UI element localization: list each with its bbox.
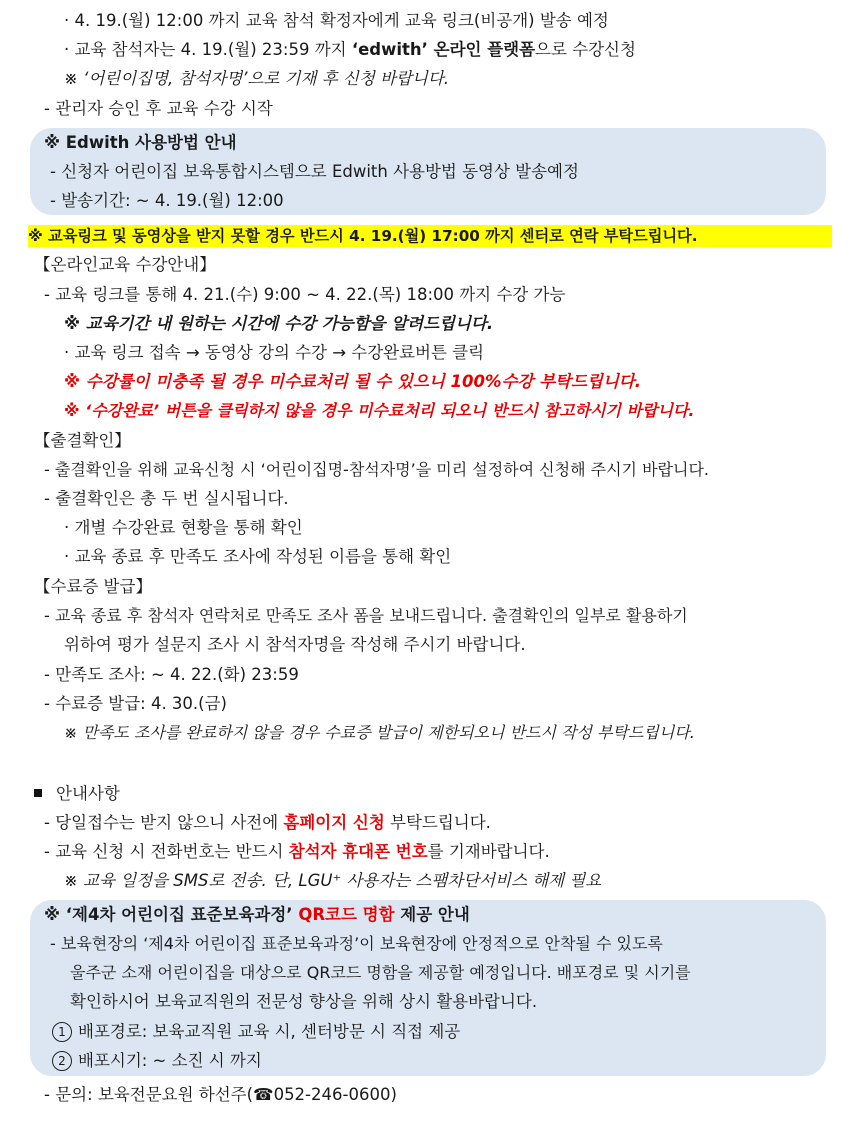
attendance-line-4: · 교육 종료 후 만족도 조사에 작성된 이름을 통해 확인 [64,547,452,566]
certificate-line-1: - 교육 종료 후 참석자 연락처로 만족도 조사 폼을 보내드립니다. 출결확인의 일부로 활용하기 [44,606,688,625]
notice-heading: 안내사항 [56,784,120,803]
online-heading: 【온라인교육 수강안내】 [34,255,216,274]
online-line-4-warning: ※ 수강률이 미충족 될 경우 미수료처리 될 수 있으니 100%수강 부탁드립니다. [64,372,642,391]
top-line-2-text-a: · 교육 참석자는 4. 19.(월) 23:59 까지 [64,40,352,59]
notice-heading-row [34,783,120,805]
notice-line-1-a: - 당일접수는 받지 않으니 사전에 [44,813,284,832]
notice-line-3-note: ※ 교육 일정을 SMS로 전송. 단, LGU⁺ 사용자는 스팸차단서비스 해제 필요 [64,871,602,890]
online-line-2-note: ※ 교육기간 내 원하는 시간에 수강 가능함을 알려드립니다. [64,314,494,333]
edwith-platform-emphasis: ‘edwith’ 온라인 플랫폼 [351,40,536,59]
notice-line-2 [44,841,550,863]
top-line-2-text-c: 으로 수강신청 [535,40,636,59]
qr-box-line-4 [52,1021,460,1043]
top-line-1: · 4. 19.(월) 12:00 까지 교육 참석 확정자에게 교육 링크(비공개) 발송 예정 [64,11,609,30]
certificate-line-5-note: ※ 만족도 조사를 완료하지 않을 경우 수료증 발급이 제한되오니 반드시 작성 부탁드립니다. [64,723,695,742]
circled-number-2: 2 [52,1051,72,1071]
top-line-4: - 관리자 승인 후 교육 수강 시작 [44,99,273,118]
qr-box-line-4-text: 배포경로: 보육교직원 교육 시, 센터방문 시 직접 제공 [78,1022,461,1041]
top-line-2 [64,39,636,61]
qr-box-line-2: 울주군 소재 어린이집을 대상으로 QR코드 명함을 제공할 예정입니다. 배포경로 및 시기를 [70,963,691,982]
qr-box-line-3: 확인하시어 보육교직원의 전문성 향상을 위해 상시 활용바랍니다. [70,992,538,1011]
certificate-line-3: - 만족도 조사: ~ 4. 22.(화) 23:59 [44,665,299,684]
qr-card-emphasis: QR코드 명함 [298,905,395,924]
notice-line-2-c: 를 기재바랍니다. [427,842,550,861]
square-bullet-icon [34,789,42,797]
edwith-box-line-2: - 발송기간: ~ 4. 19.(월) 12:00 [50,191,284,210]
attendance-line-2: - 출결확인은 총 두 번 실시됩니다. [44,489,289,508]
qr-box-title-a: ※ ‘제4차 어린이집 표준보육과정’ [44,905,299,924]
certificate-line-2: 위하여 평가 설문지 조사 시 참석자명을 작성해 주시기 바랍니다. [64,635,526,654]
online-line-1: - 교육 링크를 통해 4. 21.(수) 9:00 ~ 4. 22.(목) 18:00 까지 수강 가능 [44,285,566,304]
online-line-5-warning: ※ ‘수강완료’ 버튼을 클릭하지 않을 경우 미수료처리 되오니 반드시 참고하시기 바랍니다. [64,401,695,420]
phone-number-emphasis: 참석자 휴대폰 번호 [288,842,428,861]
contact-center-highlight-notice: ※ 교육링크 및 동영상을 받지 못할 경우 반드시 4. 19.(월) 17:00 까지 센터로 연락 부탁드립니다. [28,225,832,247]
qr-box-line-1: - 보육현장의 ‘제4차 어린이집 표준보육과정’이 보육현장에 안정적으로 안착될 수 있도록 [50,934,663,953]
top-line-3-note: ※ ‘어린이집명, 참석자명’으로 기재 후 신청 바랍니다. [64,69,450,88]
qr-box-title-c: 제공 안내 [394,905,470,924]
attendance-line-3: · 개별 수강완료 현황을 통해 확인 [64,518,303,537]
certificate-line-4: - 수료증 발급: 4. 30.(금) [44,694,227,713]
qr-box-title [44,904,470,926]
edwith-box-line-1: - 신청자 어린이집 보육통합시스템으로 Edwith 사용방법 동영상 발송예정 [50,162,579,181]
homepage-application-emphasis: 홈페이지 신청 [283,813,385,832]
qr-box-line-5-text: 배포시기: ~ 소진 시 까지 [78,1051,262,1070]
notice-line-2-a: - 교육 신청 시 전화번호는 반드시 [44,842,289,861]
certificate-heading: 【수료증 발급】 [34,577,152,596]
qr-box-line-5 [52,1050,262,1072]
notice-line-1-c: 부탁드립니다. [384,813,491,832]
contact-line: - 문의: 보육전문요원 하선주(☎052-246-0600) [44,1085,397,1104]
notice-line-1 [44,812,491,834]
edwith-box-title: ※ Edwith 사용방법 안내 [44,133,237,152]
attendance-line-1: - 출결확인을 위해 교육신청 시 ‘어린이집명-참석자명’을 미리 설정하여 신청해 주시기 바랍니다. [44,460,709,479]
online-line-3: · 교육 링크 접속 → 동영상 강의 수강 → 수강완료버튼 클릭 [64,343,485,362]
circled-number-1: 1 [52,1022,72,1042]
attendance-heading: 【출결확인】 [34,431,131,450]
